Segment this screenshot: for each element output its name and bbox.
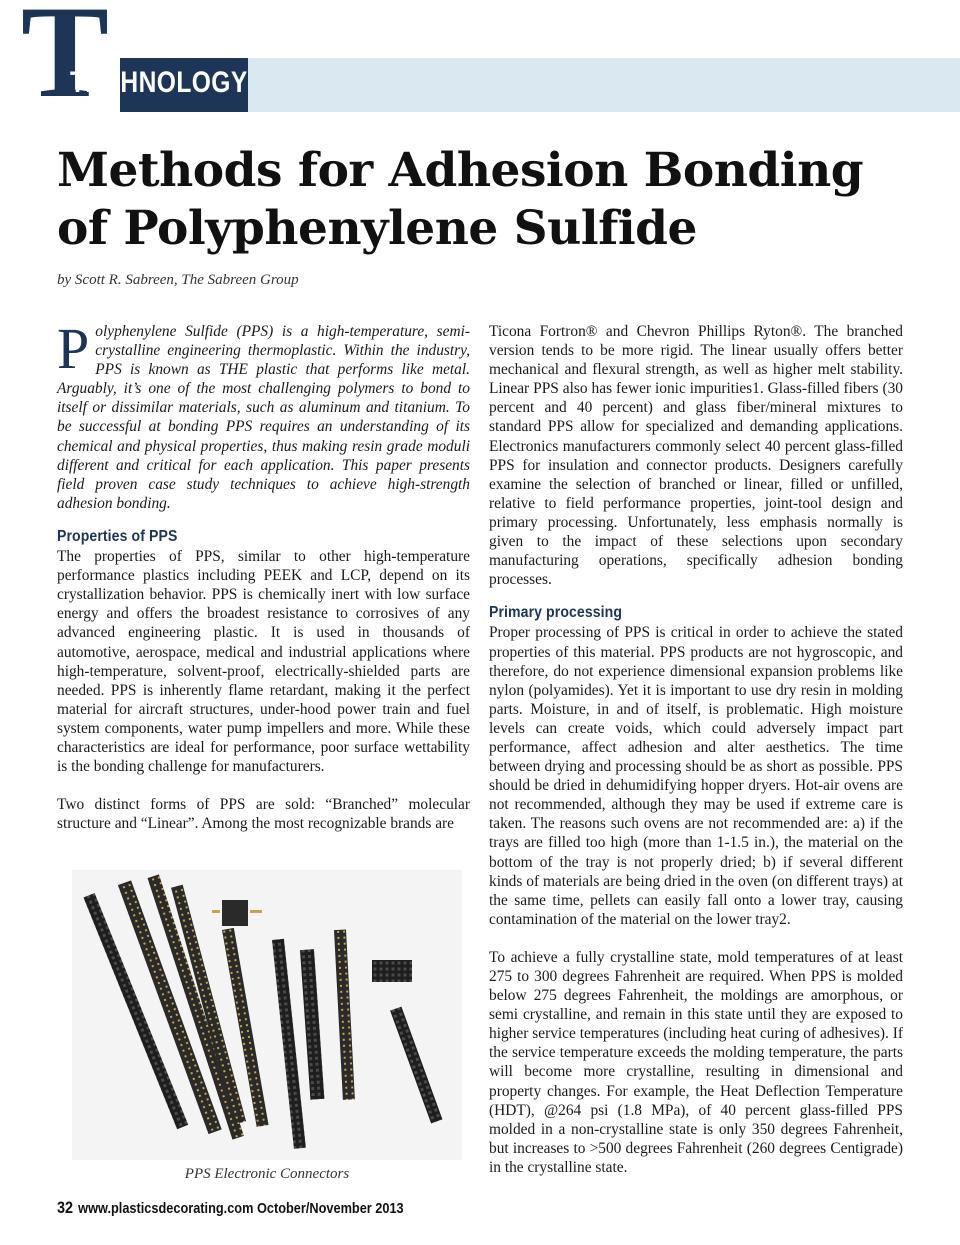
footer-site-date: www.plasticsdecorating.com October/November 2013	[78, 1200, 404, 1217]
section-heading-properties: Properties of PPS	[57, 527, 178, 545]
drop-cap: P	[57, 316, 90, 381]
figure-caption: PPS Electronic Connectors	[184, 1166, 350, 1182]
body-paragraph: Ticona Fortron® and Chevron Phillips Ryton®. The branched version tends to be more rigid. The linear usually offers better mechanical and flexural strength, as well as higher melt stability. Linear PPS also has fewer ionic impurities1. Glass-filled fibers (30 percent and 40 percent) and glass fiber/mineral mixtures to standard PPS allow for specialized and demanding applications. Electronics manufacturers commonly select 40 percent glass-filled PPS for insulation and connector products. Designers carefully examine the selection of branched or linear, filled or unfilled, relative to field performance properties, joint-tool design and primary processing. Unfortunately, less emphasis normally is given to the impact of these selections upon secondary manufacturing operations, specifically adhesion bonding processes.	[489, 323, 903, 589]
byline: by Scott R. Sabreen, The Sabreen Group	[57, 272, 299, 288]
section-label: TECHNOLOGY	[70, 66, 248, 99]
body-paragraph: To achieve a fully crystalline state, mold temperatures of at least 275 to 300 degrees Fahrenheit are required. When PPS is molded below 275 degrees Fahrenheit, the moldings are amorphous, or semi crystalline, and remain in this state until they are exposed to higher service temperatures (including heat curing of adhesives). If the service temperature exceeds the molding temperature, the parts will become more crystalline, resulting in dimensional and property changes. For example, the Heat Deflection Temperature (HDT), @264 psi (1.8 MPa), of 40 percent glass-filled PPS molded in a non-crystalline state is only 350 degrees Fahrenheit, but increases to >500 degrees Fahrenheit (260 degrees Centigrade) in the crystalline state.	[489, 948, 903, 1176]
right-column	[489, 322, 903, 1177]
body-paragraph: The properties of PPS, similar to other high-temperature performance plastics including PEEK and LCP, depend on its crystallization behavior. PPS is chemically inert with low surface energy and offers the broadest resistance to corrosives of any advanced engineering plastic. It is used in thousands of automotive, aerospace, medical and industrial applications where high-temperature, solvent-proof, electrically-shielded parts are needed. PPS is inherently flame retardant, making it the perfect material for aircraft structures, under-hood power train and fuel system components, water pump impellers and more. While these characteristics are ideal for performance, poor surface wettability is the bonding challenge for manufacturers.	[57, 548, 470, 776]
intro-paragraph	[57, 316, 470, 513]
section-letter: T	[10, 0, 120, 112]
section-heading-primary-processing: Primary processing	[489, 604, 623, 622]
intro-text: olyphenylene Sulfide (PPS) is a high-temperature, semi-crystalline engineering thermoplastic. Within the industry, PPS is known as THE plastic that performs like metal. Arguably, it’s one of the most challenging polymers to bond to itself or dissimilar materials, such as aluminum and titanium. To be successful at bonding PPS requires an understanding of its chemical and physical properties, thus making resin grade moduli different and critical for each application. This paper presents field proven case study techniques to achieve high-strength adhesion bonding.	[57, 323, 470, 512]
body-paragraph: Proper processing of PPS is critical in order to achieve the stated properties of this material. PPS products are not hygroscopic, and therefore, do not experience dimensional expansion problems like nylon (polyamides). Yet it is important to use dry resin in molding parts. Moisture, in and of itself, is problematic. High moisture levels can create voids, which could adversely impact part performance, affect adhesion and alter aesthetics. The time between drying and processing should be as short as possible. PPS should be dried in dehumidifying hopper dryers. Hot-air ovens are not recommended, although they may be used if extreme care is taken. The reasons such ovens are not recommended are: a) if the trays are filled too high (more than 1-1.5 in.), the material on the bottom of the tray is not properly dried; b) if several different kinds of materials are being dried in the oven (on different trays) at the same time, pellets can easily fall onto a lower tray, causing contamination of the material on the lower tray2.	[489, 624, 903, 928]
page-footer	[57, 1198, 404, 1218]
connectors-photo	[72, 870, 462, 1160]
page-number: 32	[57, 1198, 74, 1217]
body-paragraph: Two distinct forms of PPS are sold: “Branched” molecular structure and “Linear”. Among the most recognizable brands are	[57, 796, 470, 833]
article-title: Methods for Adhesion Bonding of Polyphenylene Sulfide	[57, 143, 864, 256]
connectors-illustration	[72, 870, 462, 1160]
left-column	[57, 316, 470, 833]
